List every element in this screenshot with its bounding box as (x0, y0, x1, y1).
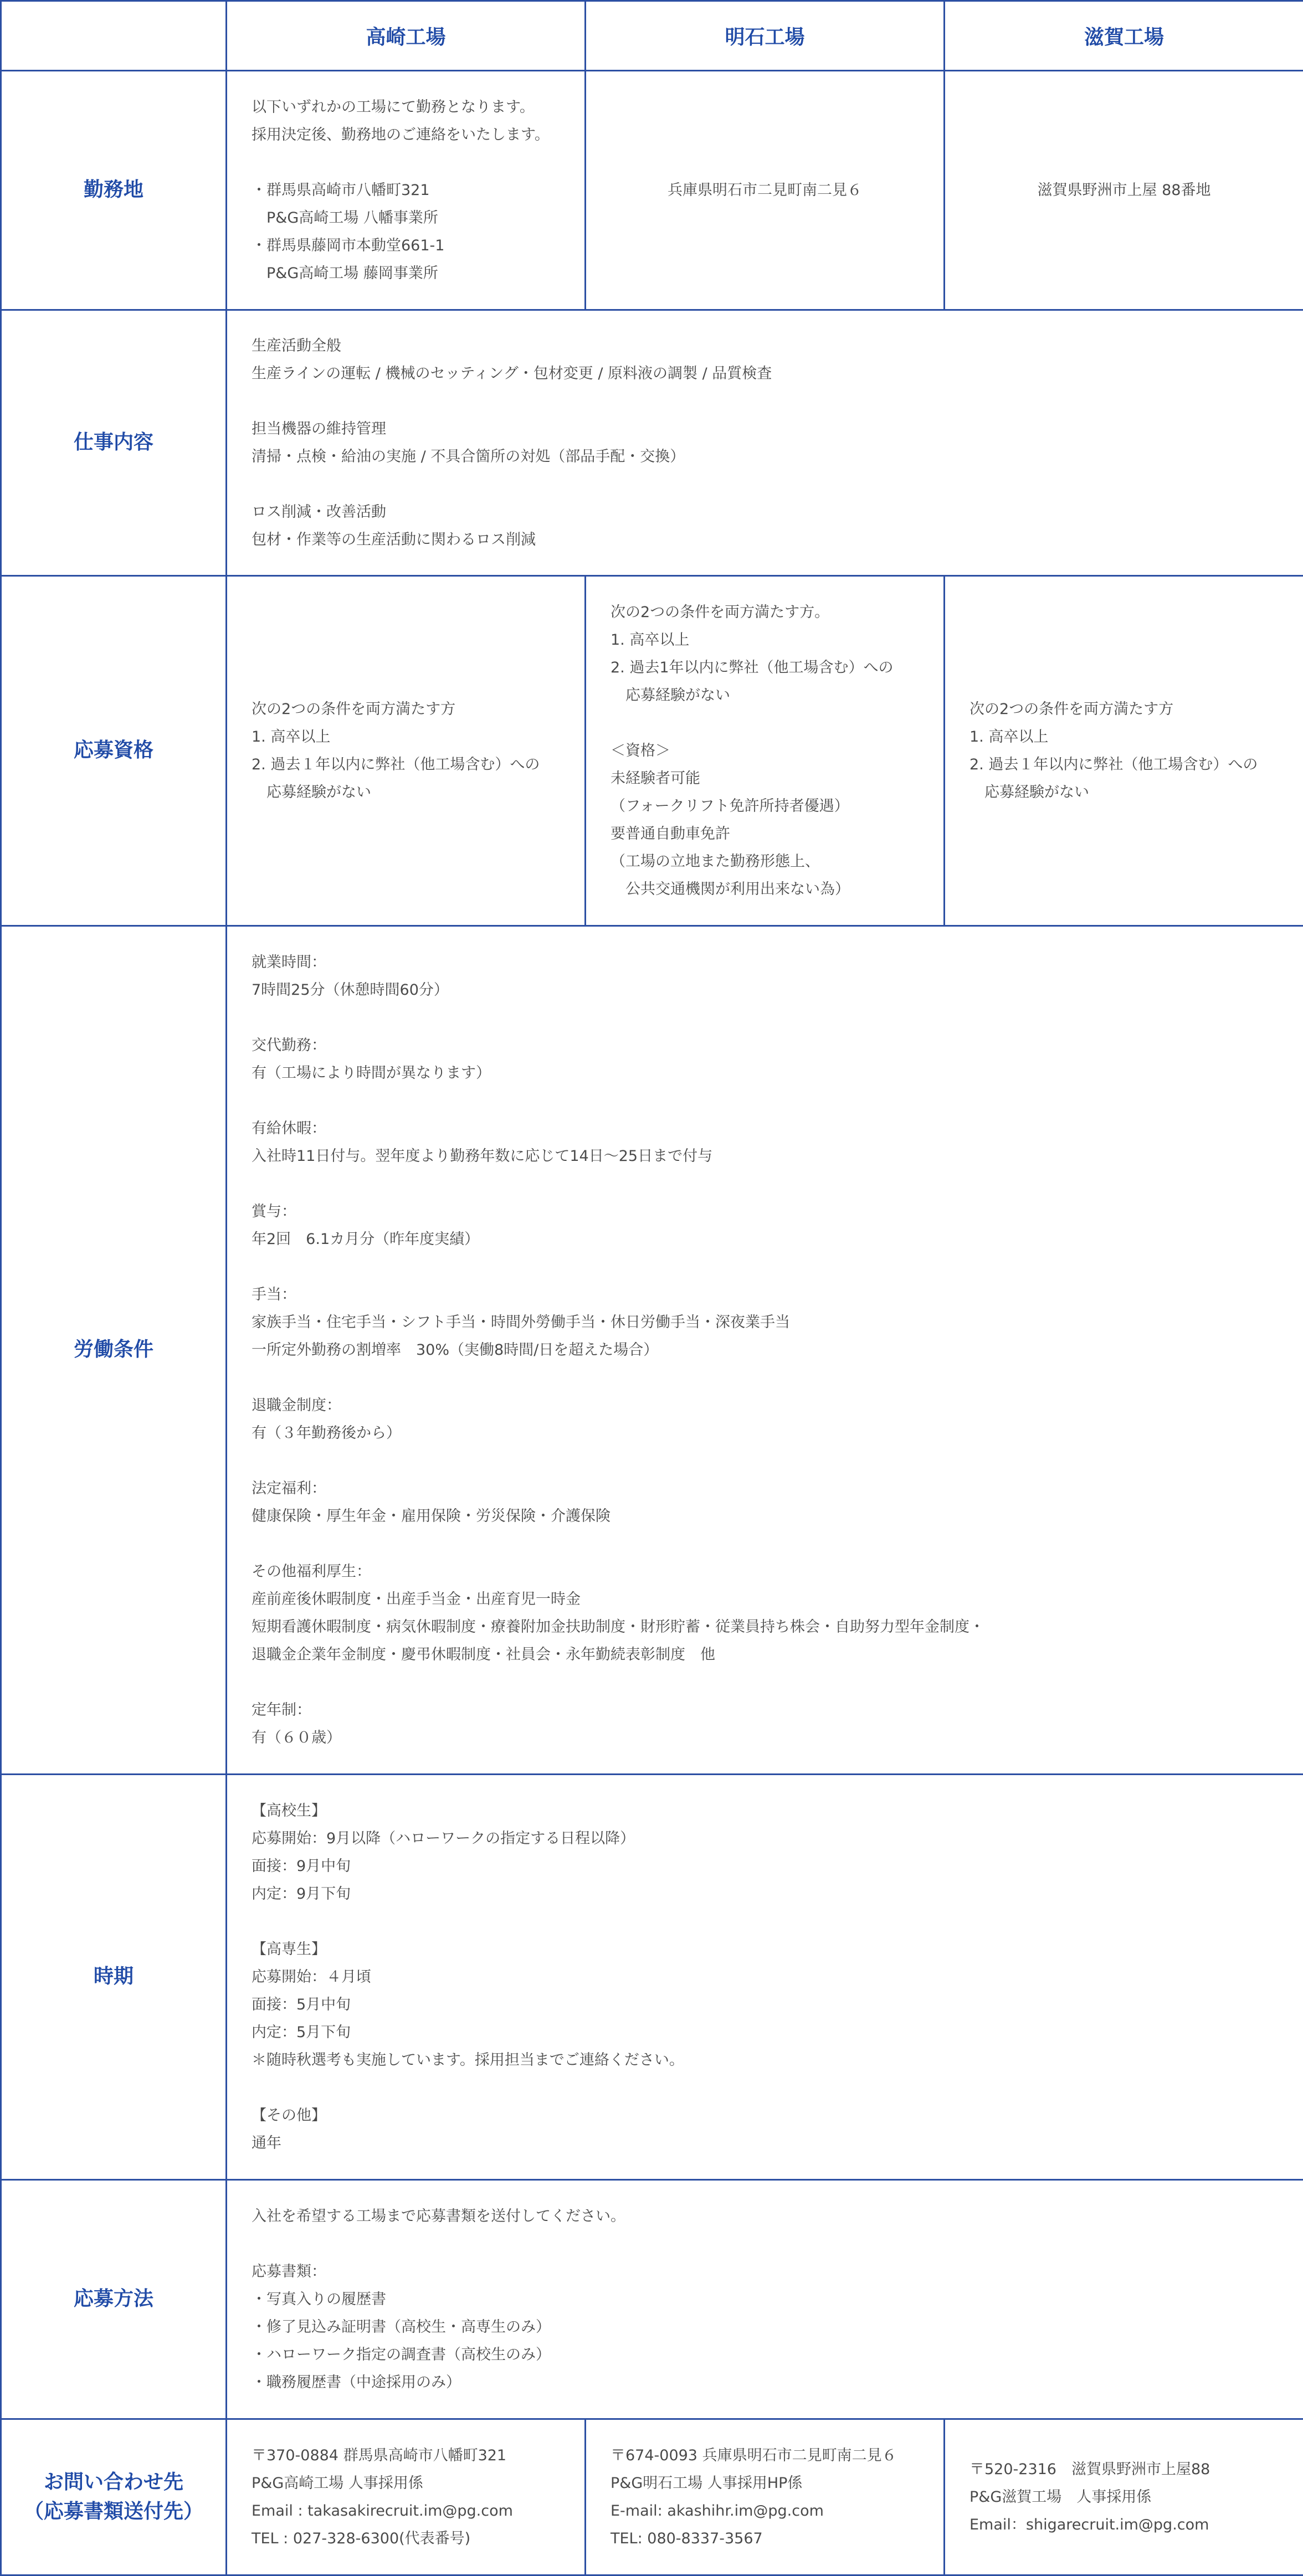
text-line: 面接：9月中旬 (252, 1853, 1281, 1880)
text-line: 定年制： (252, 1696, 1281, 1724)
working-conditions (227, 926, 1303, 1775)
text-line: 1. 高卒以上 (252, 723, 562, 751)
text-line: 〒674-0093 兵庫県明石市二見町南二見６ (611, 2442, 921, 2470)
text-line: 応募開始：４月頃 (252, 1963, 1281, 1991)
text-line: 2. 過去１年以内に弊社（他工場含む）への (252, 751, 562, 779)
text-line: 生産活動全般 (252, 332, 1281, 360)
text-line (252, 471, 1281, 498)
text-line: 健康保険・厚生年金・雇用保険・労災保険・介護保険 (252, 1503, 1281, 1530)
text-line: 入社時11日付与。翌年度より勤務年数に応じて14日〜25日まで付与 (252, 1143, 1281, 1170)
text-line: ・職務履歴書（中途採用のみ） (252, 2369, 1281, 2397)
text-line (252, 149, 562, 177)
header-takasaki: 高崎工場 (227, 1, 586, 71)
text-line (252, 1004, 1281, 1032)
text-line: 有（６０歳） (252, 1724, 1281, 1752)
text-line (252, 1087, 1281, 1115)
text-line: （フォークリフト免許所持者優遇） (611, 793, 921, 820)
application-method (227, 2180, 1303, 2419)
text-line: 【その他】 (252, 2102, 1281, 2130)
text-line: 一所定外勤務の割増率 30%（実働8時間/日を超えた場合） (252, 1336, 1281, 1364)
row-label-contact (1, 2419, 227, 2575)
text-line: 応募書類： (252, 2258, 1281, 2286)
text-line (252, 2074, 1281, 2102)
text-line: （工場の立地また勤務形態上、 (611, 848, 921, 876)
row-contact (1, 2419, 1303, 2575)
text-line: 【高校生】 (252, 1797, 1281, 1825)
text-line: 担当機器の維持管理 (252, 415, 1281, 443)
text-line: 有給休暇： (252, 1115, 1281, 1143)
row-qualification (1, 576, 1303, 926)
text-line: 内定：9月下旬 (252, 1880, 1281, 1908)
contact-akashi (586, 2419, 945, 2575)
row-label-period: 時期 (1, 1775, 227, 2180)
text-line: 手当： (252, 1281, 1281, 1309)
text-line: 応募経験がない (252, 779, 562, 806)
text-line: TEL : 027-328-6300(代表番号) (252, 2525, 562, 2553)
contact-shiga (945, 2419, 1303, 2575)
text-line (252, 1447, 1281, 1475)
row-method (1, 2180, 1303, 2419)
text-line: 〒520-2316 滋賀県野洲市上屋88 (969, 2456, 1281, 2484)
text-line: 賞与： (252, 1198, 1281, 1226)
contact-takasaki (227, 2419, 586, 2575)
row-job (1, 310, 1303, 576)
text-line: ・ハローワーク指定の調査書（高校生のみ） (252, 2341, 1281, 2369)
row-conditions (1, 926, 1303, 1775)
text-line: 家族手当・住宅手当・シフト手当・時間外勞働手当・休日労働手当・深夜業手当 (252, 1309, 1281, 1336)
text-line (252, 1530, 1281, 1558)
text-line: ・群馬県藤岡市本動堂661-1 (252, 232, 562, 260)
text-line: 7時間25分（休憩時間60分） (252, 976, 1281, 1004)
text-line: P&G明石工場 人事採用HP係 (611, 2470, 921, 2497)
text-line: 応募開始：9月以降（ハローワークの指定する日程以降） (252, 1825, 1281, 1853)
text-line: 包材・作業等の生産活動に関わるロス削減 (252, 526, 1281, 554)
text-line: 未経験者可能 (611, 765, 921, 793)
row-label-job: 仕事内容 (1, 310, 227, 576)
text-line: 1. 高卒以上 (611, 626, 921, 654)
header-row (1, 1, 1303, 71)
text-line: 採用決定後、勤務地のご連絡をいたします。 (252, 121, 562, 149)
row-period (1, 1775, 1303, 2180)
row-location (1, 71, 1303, 310)
header-shiga: 滋賀工場 (945, 1, 1303, 71)
row-label-conditions: 労働条件 (1, 926, 227, 1775)
text-line: 次の2つの条件を両方満たす方。 (611, 599, 921, 626)
text-line: 年2回 6.1カ月分（昨年度実績） (252, 1226, 1281, 1253)
text-line: TEL: 080-8337-3567 (611, 2525, 921, 2553)
text-line: 2. 過去1年以内に弊社（他工場含む）への (611, 654, 921, 682)
text-line: 次の2つの条件を両方満たす方 (969, 696, 1281, 723)
text-line: その他福利厚生： (252, 1558, 1281, 1586)
text-line: 短期看護休暇制度・病気休暇制度・療養附加金扶助制度・財形貯蓄・従業員持ち株会・自助努力型年金制度・ (252, 1613, 1281, 1641)
text-line: 2. 過去１年以内に弊社（他工場含む）への (969, 751, 1281, 779)
text-line: ・群馬県高崎市八幡町321 (252, 177, 562, 204)
text-line: 交代勤務： (252, 1032, 1281, 1060)
location-shiga: 滋賀県野洲市上屋 88番地 (945, 71, 1303, 310)
text-line: ロス削減・改善活動 (252, 498, 1281, 526)
text-line: 応募経験がない (969, 779, 1281, 806)
qualification-akashi (586, 576, 945, 926)
header-blank (1, 1, 227, 71)
qualification-takasaki (227, 576, 586, 926)
text-line: Email : takasakirecruit.im@pg.com (252, 2497, 562, 2525)
text-line: ・写真入りの履歴書 (252, 2286, 1281, 2313)
text-line: 公共交通機関が利用出来ない為） (611, 876, 921, 903)
text-line: P&G高崎工場 八幡事業所 (252, 204, 562, 232)
text-line: ＜資格＞ (611, 737, 921, 765)
header-akashi: 明石工場 (586, 1, 945, 71)
text-line: 退職金制度： (252, 1392, 1281, 1420)
text-line: P&G高崎工場 人事採用係 (252, 2470, 562, 2497)
application-period (227, 1775, 1303, 2180)
job-description (227, 310, 1303, 576)
text-line: 退職金企業年金制度・慶弔休暇制度・社員会・永年勤続表彰制度 他 (252, 1641, 1281, 1669)
location-takasaki (227, 71, 586, 310)
text-line: 清掃・点検・給油の実施 / 不具合箇所の対処（部品手配・交換） (252, 443, 1281, 471)
text-line: 応募経験がない (611, 682, 921, 709)
text-line: 就業時間： (252, 949, 1281, 976)
text-line: 1. 高卒以上 (969, 723, 1281, 751)
row-label-location: 勤務地 (1, 71, 227, 310)
row-label-method: 応募方法 (1, 2180, 227, 2419)
text-line: 有（３年勤務後から） (252, 1420, 1281, 1447)
text-line (252, 1908, 1281, 1936)
row-label-qualification: 応募資格 (1, 576, 227, 926)
text-line (252, 1364, 1281, 1392)
text-line: 【高専生】 (252, 1936, 1281, 1963)
location-akashi: 兵庫県明石市二見町南二見６ (586, 71, 945, 310)
text-line: E-mail: akashihr.im@pg.com (611, 2497, 921, 2525)
contact-label-line1: お問い合わせ先 (2, 2468, 225, 2497)
text-line: 入社を希望する工場まで応募書類を送付してください。 (252, 2203, 1281, 2230)
text-line (252, 1669, 1281, 1696)
text-line: 法定福利： (252, 1475, 1281, 1503)
text-line (252, 1170, 1281, 1198)
text-line: 〒370-0884 群馬県高崎市八幡町321 (252, 2442, 562, 2470)
text-line: 以下いずれかの工場にて勤務となります。 (252, 94, 562, 121)
text-line (611, 709, 921, 737)
text-line: ・修了見込み証明書（高校生・高専生のみ） (252, 2313, 1281, 2341)
text-line: 内定：5月下旬 (252, 2019, 1281, 2047)
contact-label-line2: （応募書類送付先） (2, 2497, 225, 2526)
text-line: 要普通自動車免許 (611, 820, 921, 848)
text-line: 有（工場により時間が異なります） (252, 1060, 1281, 1087)
text-line: 産前産後休暇制度・出産手当金・出産育児一時金 (252, 1586, 1281, 1613)
text-line: ＊随時秋選考も実施しています。採用担当までご連絡ください。 (252, 2047, 1281, 2074)
text-line: 面接：5月中旬 (252, 1991, 1281, 2019)
text-line: P&G高崎工場 藤岡事業所 (252, 260, 562, 287)
text-line (252, 388, 1281, 415)
text-line: 次の2つの条件を両方満たす方 (252, 696, 562, 723)
text-line: P&G滋賀工場 人事採用係 (969, 2484, 1281, 2511)
text-line (252, 2230, 1281, 2258)
text-line: 通年 (252, 2130, 1281, 2157)
qualification-shiga (945, 576, 1303, 926)
text-line (252, 1253, 1281, 1281)
text-line: 生産ラインの運転 / 機械のセッティング・包材変更 / 原料液の調製 / 品質検査 (252, 360, 1281, 388)
text-line: Email：shigarecruit.im@pg.com (969, 2511, 1281, 2539)
